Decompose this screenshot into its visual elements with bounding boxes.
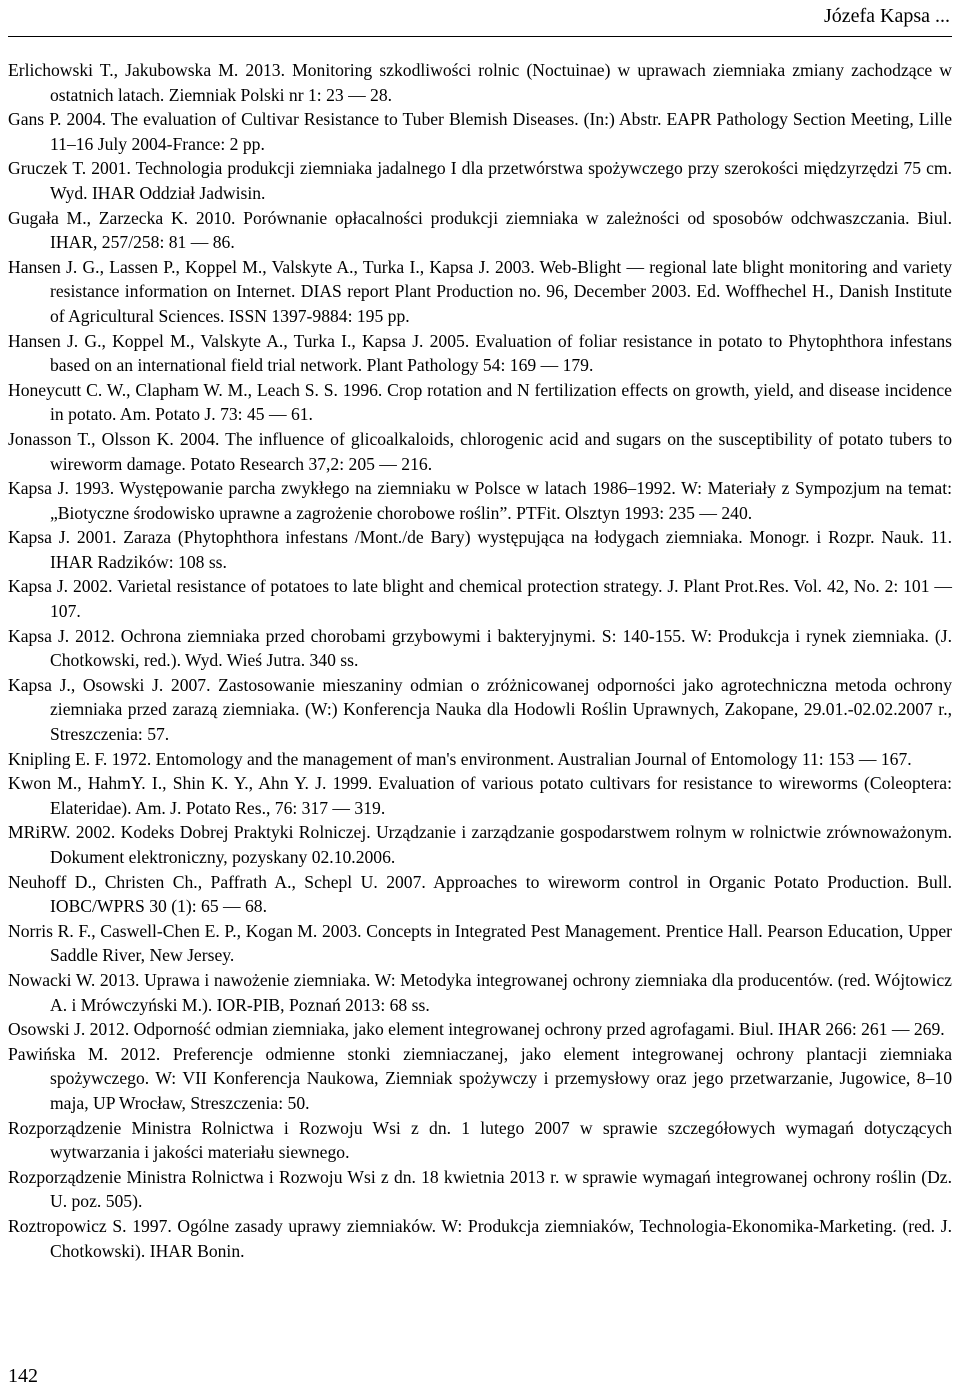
reference-item: Pawińska M. 2012. Preferencje odmienne stonki ziemniaczanej, jako element integrowanej ochrony plantacji ziemniaka spożywczego. W: VII Konferencja Naukowa, Ziemniak spożywczy i przemysłowy oraz jego przetwarzanie, Jugowice, 8–10 maja, UP Wrocław, Streszczenia: 50.	[8, 1043, 952, 1113]
reference-list	[8, 58, 952, 1263]
reference-item: Roztropowicz S. 1997. Ogólne zasady uprawy ziemniaków. W: Produkcja ziemniaków, Technologia-Ekonomika-Marketing. (red. J. Chotkowski). IHAR Bonin.	[8, 1215, 952, 1261]
reference-item: Kapsa J. 2002. Varietal resistance of potatoes to late blight and chemical protection strategy. J. Plant Prot.Res. Vol. 42, No. 2: 101 — 107.	[8, 576, 952, 622]
reference-item: Honeycutt C. W., Clapham W. M., Leach S. S. 1996. Crop rotation and N fertilization effects on growth, yield, and disease incidence in potato. Am. Potato J. 73: 45 — 61.	[8, 379, 952, 425]
reference-item: Norris R. F., Caswell-Chen E. P., Kogan M. 2003. Concepts in Integrated Pest Management. Prentice Hall. Pearson Education, Upper Saddle River, New Jersey.	[8, 920, 952, 966]
reference-item: Kapsa J., Osowski J. 2007. Zastosowanie mieszaniny odmian o zróżnicowanej odporności jako agrotechniczna metoda ochrony ziemniaka przed zarazą ziemniaka. (W:) Konferencja Nauka dla Hodowli Roślin Uprawnych, Zakopane, 29.01.-02.02.2007 r., Streszczenia: 57.	[8, 674, 952, 745]
reference-item: Kapsa J. 1993. Występowanie parcha zwykłego na ziemniaku w Polsce w latach 1986–1992. W: Materiały z Sympozjum na temat: „Biotyczne środowisko uprawne a zagrożenie chorobowe roślin”. PTFit. Olsztyn 1993: 235 — 240.	[8, 478, 952, 523]
reference-item: Kwon M., HahmY. I., Shin K. Y., Ahn Y. J. 1999. Evaluation of various potato cultivars for resistance to wireworms (Coleoptera: Elateridae). Am. J. Potato Res., 76: 317 — 319.	[8, 773, 952, 818]
reference-item: Gugała M., Zarzecka K. 2010. Porównanie opłacalności produkcji ziemniaka w zależności od sposobów odchwaszczania. Biul. IHAR, 257/258: 81 — 86.	[8, 207, 952, 253]
header-divider	[8, 36, 952, 37]
reference-item: Jonasson T., Olsson K. 2004. The influence of glicoalkaloids, chlorogenic acid and sugars on the susceptibility of potato tubers to wireworm damage. Potato Research 37,2: 205 — 216.	[8, 428, 952, 474]
reference-item: Hansen J. G., Koppel M., Valskyte A., Turka I., Kapsa J. 2005. Evaluation of foliar resistance in potato to Phytophthora infestans based on an international field trial network. Plant Pathology 54: 169 — 179.	[8, 330, 952, 376]
reference-item: Hansen J. G., Lassen P., Koppel M., Valskyte A., Turka I., Kapsa J. 2003. Web-Blight — regional late blight monitoring and variety resistance information on Internet. DIAS report Plant Production no. 96, December 2003. Ed. Woffhechel H., Danish Institute of Agricultural Sciences. ISSN 1397-9884: 195 pp.	[8, 256, 952, 326]
reference-item: Knipling E. F. 1972. Entomology and the management of man's environment. Australian Journal of Entomology 11: 153 — 167.	[8, 748, 912, 769]
reference-item: Neuhoff D., Christen Ch., Paffrath A., Schepl U. 2007. Approaches to wireworm control in Organic Potato Production. Bull. IOBC/WPRS 30 (1): 65 — 68.	[8, 871, 952, 917]
reference-item: Nowacki W. 2013. Uprawa i nawożenie ziemniaka. W: Metodyka integrowanej ochrony ziemniaka dla producentów. (red. Wójtowicz A. i Mrówczyński M.). IOR-PIB, Poznań 2013: 68 ss.	[8, 969, 952, 1015]
reference-item: Rozporządzenie Ministra Rolnictwa i Rozwoju Wsi z dn. 18 kwietnia 2013 r. w sprawie wymagań integrowanej ochrony roślin (Dz. U. poz. 505).	[8, 1166, 952, 1212]
reference-item: Osowski J. 2012. Odporność odmian ziemniaka, jako element integrowanej ochrony przed agrofagami. Biul. IHAR 266: 261 — 269.	[8, 1019, 945, 1040]
reference-item: MRiRW. 2002. Kodeks Dobrej Praktyki Rolniczej. Urządzanie i zarządzanie gospodarstwem rolnym w rolnictwie zrównoważonym. Dokument elektroniczny, pozyskany 02.10.2006.	[8, 822, 952, 867]
reference-item: Kapsa J. 2012. Ochrona ziemniaka przed chorobami grzybowymi i bakteryjnymi. S: 140-155. W: Produkcja i rynek ziemniaka. (J. Chotkowski, red.). Wyd. Wieś Jutra. 340 ss.	[8, 625, 952, 671]
reference-item: Erlichowski T., Jakubowska M. 2013. Monitoring szkodliwości rolnic (Noctuinae) w uprawach ziemniaka zmiany zachodzące w ostatnich latach. Ziemniak Polski nr 1: 23 — 28.	[8, 60, 952, 105]
reference-item: Rozporządzenie Ministra Rolnictwa i Rozwoju Wsi z dn. 1 lutego 2007 w sprawie szczegółowych wymagań dotyczących wytwarzania i jakości materiału siewnego.	[8, 1117, 952, 1163]
reference-item: Gruczek T. 2001. Technologia produkcji ziemniaka jadalnego I dla przetwórstwa spożywczego przy szerokości międzyrzędzi 75 cm. Wyd. IHAR Oddział Jadwisin.	[8, 158, 952, 203]
reference-item: Kapsa J. 2001. Zaraza (Phytophthora infestans /Mont./de Bary) występująca na łodygach ziemniaka. Monogr. i Rozpr. Nauk. 11. IHAR Radzików: 108 ss.	[8, 527, 952, 572]
page-number: 142	[8, 1365, 38, 1387]
running-header: Józefa Kapsa ...	[823, 5, 950, 27]
reference-item: Gans P. 2004. The evaluation of Cultivar Resistance to Tuber Blemish Diseases. (In:) Abstr. EAPR Pathology Section Meeting, Lille 11–16 July 2004-France: 2 pp.	[8, 109, 952, 154]
